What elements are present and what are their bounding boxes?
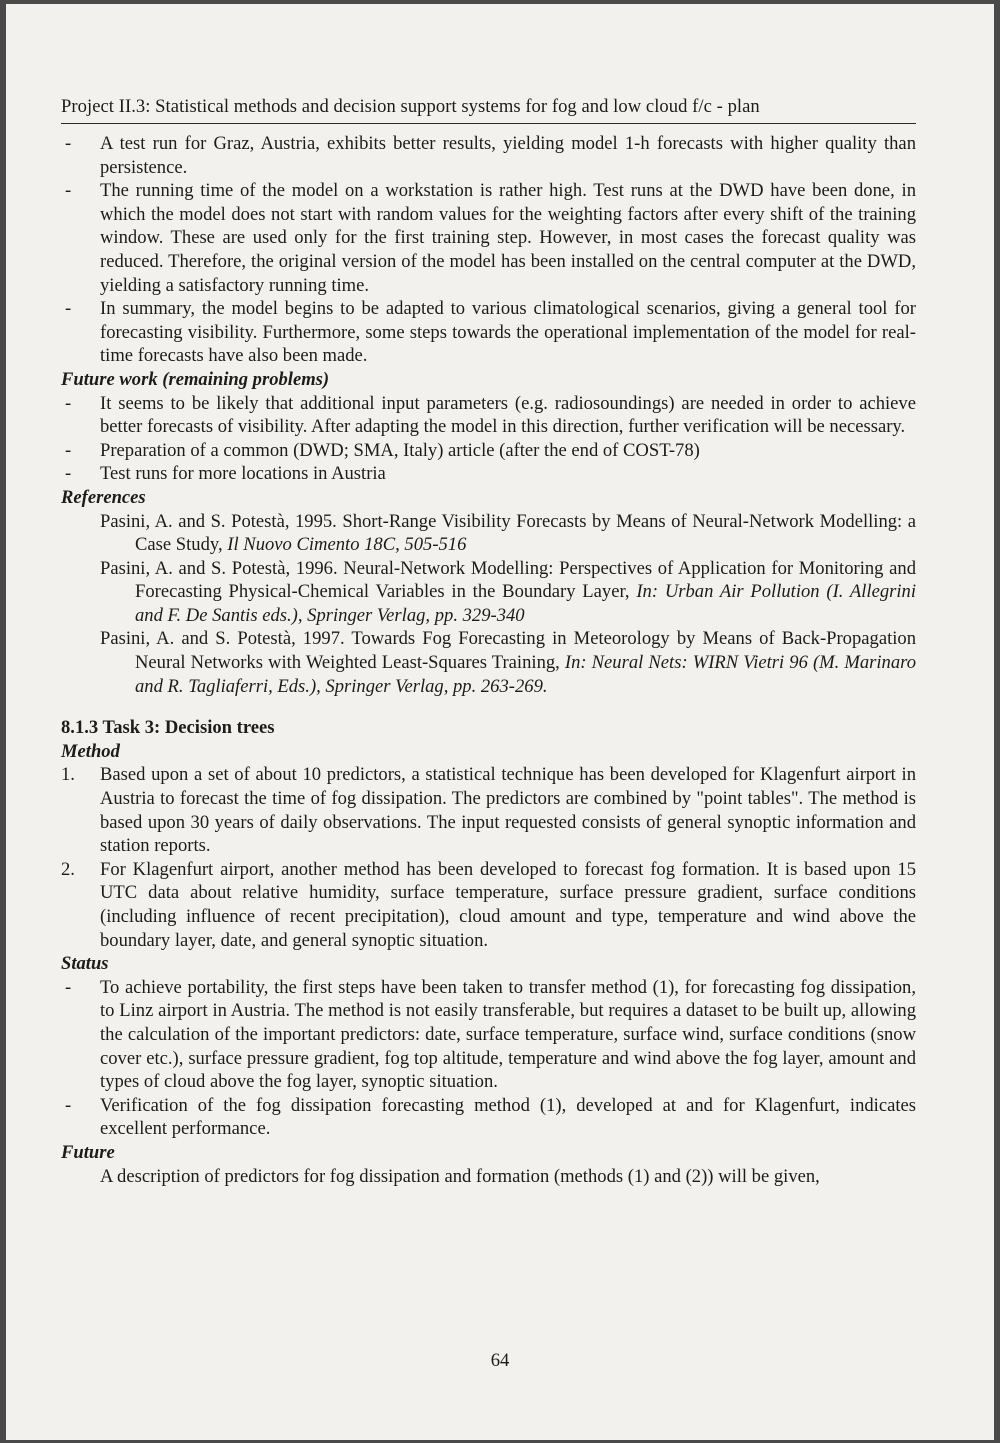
- section-heading: 8.1.3 Task 3: Decision trees: [61, 717, 275, 739]
- item-number: 1.: [61, 764, 75, 786]
- reference-entry: [61, 557, 916, 628]
- future-work-heading: Future work (remaining problems): [61, 368, 330, 390]
- item-text: For Klagenfurt airport, another method has been developed to forecast fog formation. It is based upon 15 UTC data about relative humidity, surface temperature, surface pressure gradient, surface conditions (including influence of recent precipitation), cloud amount and type, temperature and wind above the boundary layer, date, and general synoptic situation.: [100, 858, 916, 951]
- list-item: - It seems to be likely that additional input parameters (e.g. radiosoundings) are needed in order to achieve better forecasts of visibility. After adapting the model in this direction, further verification will be necessary.: [61, 392, 916, 439]
- references-heading: References: [61, 486, 146, 508]
- reference-source: In: Neural Nets: WIRN Vietri 96 (M. Marinaro and R. Tagliaferri, Eds.), Springer Verlag, pp. 263-269.: [135, 652, 916, 697]
- list-item: - In summary, the model begins to be adapted to various climatological scenarios, giving a general tool for forecasting visibility. Furthermore, some steps towards the operational implementation of the model for real-time forecasts have also been made.: [61, 297, 916, 368]
- reference-entry: [61, 627, 916, 698]
- page-content: [61, 96, 916, 1188]
- list-item: - A test run for Graz, Austria, exhibits better results, yielding model 1-h forecasts with higher quality than persistence.: [61, 132, 916, 179]
- references-list: [61, 510, 916, 699]
- reference-entry: [61, 510, 916, 557]
- reference-text: Pasini, A. and S. Potestà, 1995. Short-Range Visibility Forecasts by Means of Neural-Network Modelling: a Case Study,: [100, 510, 916, 556]
- reference-source: Il Nuovo Cimento 18C, 505-516: [227, 534, 467, 556]
- document-page: [6, 4, 994, 1440]
- future-work-list: [61, 392, 916, 486]
- results-list: [61, 132, 916, 368]
- item-number: 2.: [61, 858, 75, 880]
- list-item: - Preparation of a common (DWD; SMA, Italy) article (after the end of COST-78): [61, 439, 916, 463]
- numbered-item: [61, 763, 916, 857]
- item-text: Based upon a set of about 10 predictors, a statistical technique has been developed for Klagenfurt airport in Austria to forecast the time of fog dissipation. The predictors are combined by "point tables". The method is based upon 30 years of daily observations. The input requested consists of general synoptic information and station reports.: [100, 764, 916, 857]
- list-item: - The running time of the model on a workstation is rather high. Test runs at the DWD have been done, in which the model does not start with random values for the weighting factors after every shift of the training window. These are used only for the first training step. However, in most cases the forecast quality was reduced. Therefore, the original version of the model has been installed on the central computer at the DWD, yielding a satisfactory running time.: [61, 179, 916, 297]
- page-number: 64: [490, 1350, 510, 1371]
- status-list: [61, 976, 916, 1141]
- future-paragraph: A description of predictors for fog dissipation and formation (methods (1) and (2)) will be given,: [100, 1165, 820, 1187]
- method-list: [61, 763, 916, 952]
- running-head: Project II.3: Statistical methods and decision support systems for fog and low cloud f/c - plan: [61, 96, 916, 124]
- reference-text: Pasini, A. and S. Potestà, 1996. Neural-Network Modelling: Perspectives of Application for Monitoring and Forecasting Physical-Chemical Variables in the Boundary Layer,: [100, 557, 916, 603]
- list-item: - Verification of the fog dissipation forecasting method (1), developed at and for Klagenfurt, indicates excellent performance.: [61, 1094, 916, 1141]
- reference-source: In: Urban Air Pollution (I. Allegrini and F. De Santis eds.), Springer Verlag, pp. 329-340: [135, 581, 916, 626]
- status-heading: Status: [61, 953, 109, 975]
- list-item: - Test runs for more locations in Austria: [61, 462, 916, 486]
- method-heading: Method: [61, 740, 120, 762]
- numbered-item: [61, 858, 916, 952]
- reference-text: Pasini, A. and S. Potestà, 1997. Towards Fog Forecasting in Meteorology by Means of Back-Propagation Neural Networks with Weighted Least-Squares Training,: [100, 628, 916, 674]
- list-item: - To achieve portability, the first steps have been taken to transfer method (1), for forecasting fog dissipation, to Linz airport in Austria. The method is not easily transferable, but requires a dataset to be built up, allowing the calculation of the important predictors: date, surface temperature, surface wind, surface conditions (snow cover etc.), surface pressure gradient, fog top altitude, temperature and wind above the fog layer, amount and types of cloud above the fog layer, synoptic situation.: [61, 976, 916, 1094]
- future-heading: Future: [61, 1141, 115, 1163]
